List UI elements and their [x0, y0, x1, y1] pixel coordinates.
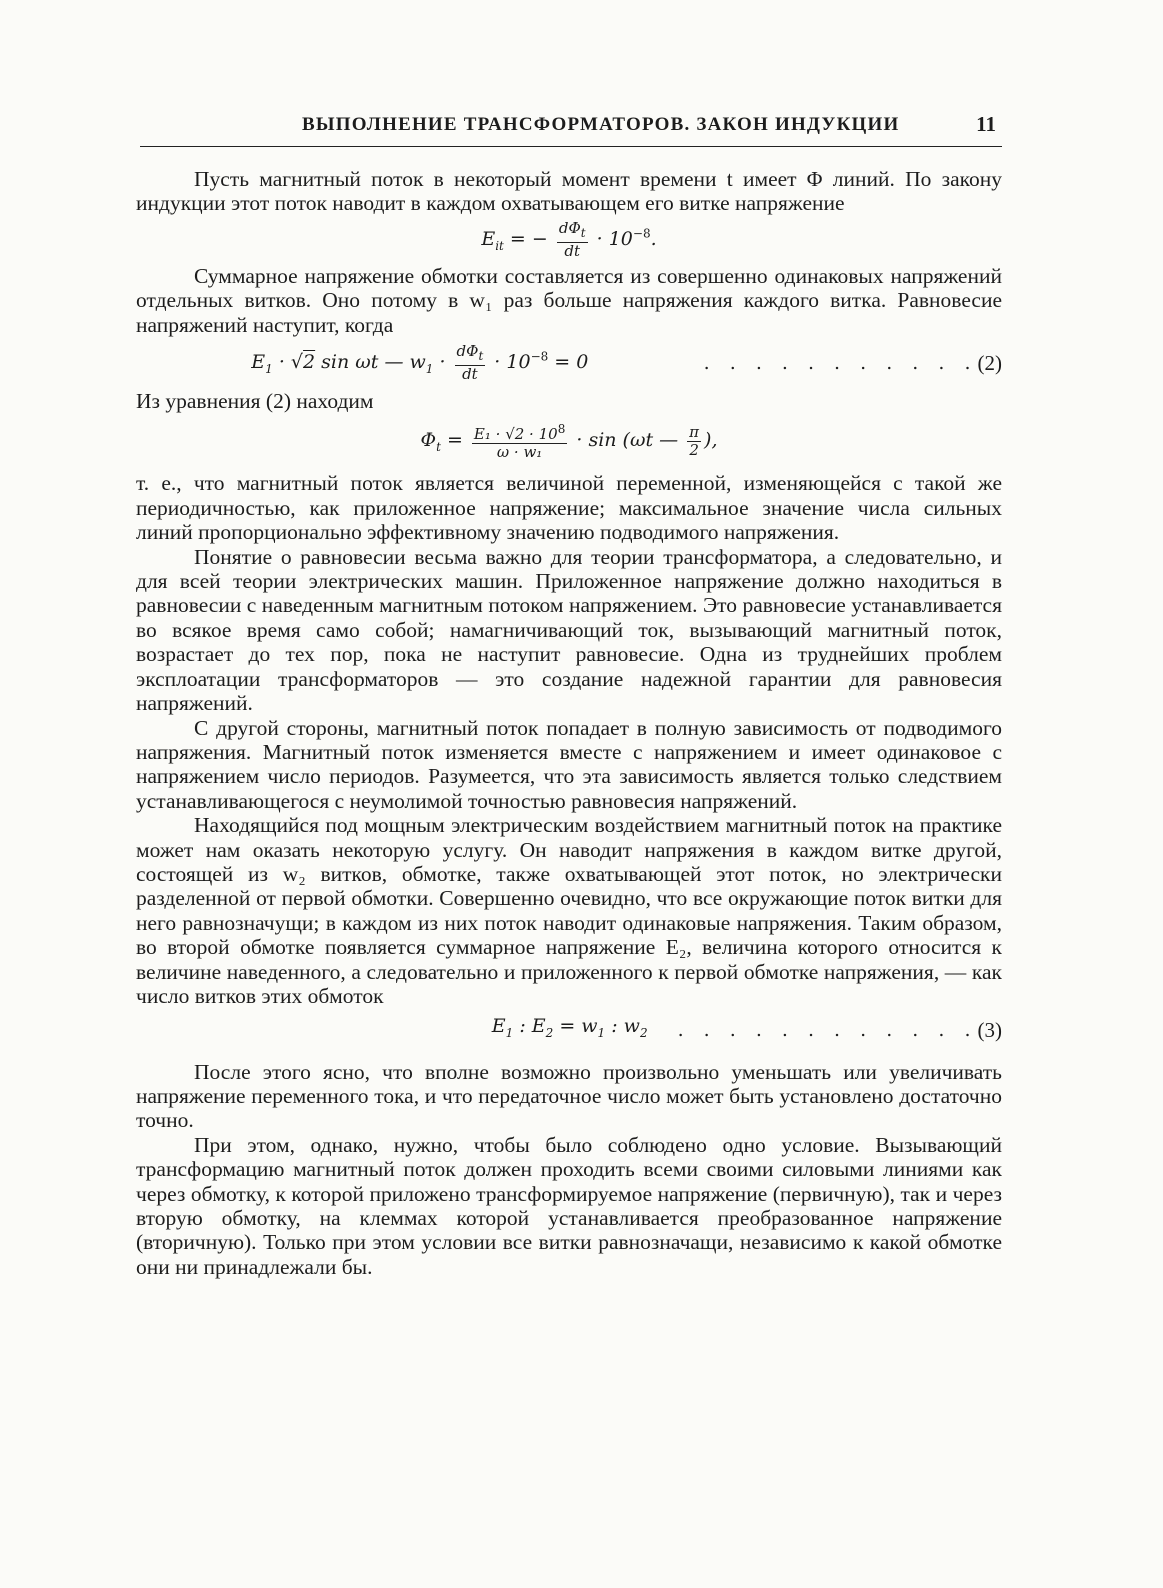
formula-equilibrium: $E_1 \cdot √2$ sin ωt — $w_1$ · $\frac{d\Phi_t}{dt}$ · $10^{-8} = 0$ . . . . . . . . . . . (2) [251, 342, 1002, 384]
leader-dots: . . . . . . . . . . . [703, 351, 978, 374]
page-number: 11 [976, 112, 996, 136]
paragraph-9: При этом, однако, нужно, чтобы было соблюдено одно условие. Вызывающий трансформацию магнитный поток должен проходить всеми своими силовыми линиями как через обмотку, к которой приложено трансформируемое напряжение (первичную), так и через вторую обмотку, на клеммах которой устанавливается преобразованное напряжение (вторичную). Только при этом условии все витки равнозначащи, независимо к какой обмотке они ни принадлежали бы. [136, 1132, 1002, 1279]
paragraph-1: Пусть магнитный поток в некоторый момент времени t имеет Φ линий. По закону индукции этот поток наводит в каждом охватывающем его витке напряжение [136, 167, 1002, 216]
paragraph-7: Находящийся под мощным электрическим воздействием магнитный поток на практике может нам оказать некоторую услугу. Он наводит напряжения в каждом витке другой, состоящей из w₂ витков, обмотке, также охватывающей этот поток, но электрически разделенной от первой обмотки. Совершенно очевидно, что все окружающие поток витки для него равнозначущи; в каждом из них поток наводит одинаковые напряжения. Таким образом, во второй обмотке появляется суммарное напряжение E₂, величина которого относится к величине наведенного, а следовательно и приложенного к первой обмотке напряжения, — как число витков этих обмоток [136, 813, 1002, 1008]
equation-number: (2) [977, 350, 1002, 375]
equation-number: (3) [977, 1017, 1002, 1042]
paragraph-8: После этого ясно, что вполне возможно произвольно уменьшать или увеличивать напряжение переменного тока, и что передаточное число может быть установлено достаточно точно. [136, 1059, 1002, 1133]
running-header [140, 110, 1002, 147]
paragraph-2: Суммарное напряжение обмотки составляется из совершенно одинаковых напряжений отдельных витков. Оно потому в w₁ раз больше напряжения каждого витка. Равновесие напряжений наступит, когда [136, 263, 1002, 337]
fraction: $\frac{d\Phi_t}{dt}$ [558, 218, 586, 260]
paragraph-5: Понятие о равновесии весьма важно для теории трансформатора, а следовательно, и для всей теории электрических машин. Приложенное напряжение должно находиться в равновесии с наведенным магнитным потоком напряжением. Это равновесие устанавливается во всякое время само собой; намагничивающий ток, вызывающий магнитный поток, возрастает до тех пор, пока не наступит равновесие. Одна из труднейших проблем эксплоатации трансформаторов — это создание надежной гарантии для равновесия напряжений. [136, 544, 1002, 716]
paragraph-3: Из уравнения (2) находим [136, 389, 374, 414]
fraction: $\frac{E_1 \cdot √2 \cdot 10^8}{\text{ω · w₁}}$ [473, 422, 566, 462]
leader-dots: . . . . . . . . . . . . [677, 1018, 978, 1041]
fraction: $\frac{\pi}{2}$ [689, 422, 700, 459]
formula-flux: $\Phi_t$ = $\frac{E_1 \cdot √2 \cdot 10^8}{\text{ω · w₁}}$ · sin (ωt — $\frac{\pi}{2}$ ), [420, 422, 718, 462]
formula-induction: $E_{it}$ = − $\frac{d\Phi_t}{dt}$ · $10^{-8}$. [481, 218, 657, 260]
formula-ratio: $E_1$ : $E_2 = w_1$ : $w_2$ . . . . . . . . . . . . (3) [491, 1015, 1002, 1042]
header-title: ВЫПОЛНЕНИЕ ТРАНСФОРМАТОРОВ. ЗАКОН ИНДУКЦИИ [302, 114, 900, 135]
paragraph-4: т. е., что магнитный поток является величиной переменной, изменяющейся с такой же периодичностью, как приложенное напряжение; максимальное значение числа сильных линий пропорционально эффективному значению подводимого напряжения. [136, 471, 1002, 545]
page-body [136, 167, 1002, 1279]
fraction: $\frac{d\Phi_t}{dt}$ [456, 342, 484, 384]
paragraph-6: С другой стороны, магнитный поток попадает в полную зависимость от подводимого напряжения. Магнитный поток изменяется вместе с напряжением и имеет одинаковое с напряжением число периодов. Разумеется, что эта зависимость является только следствием устанавливающегося с неумолимой точностью равновесия напряжений. [136, 715, 1002, 813]
